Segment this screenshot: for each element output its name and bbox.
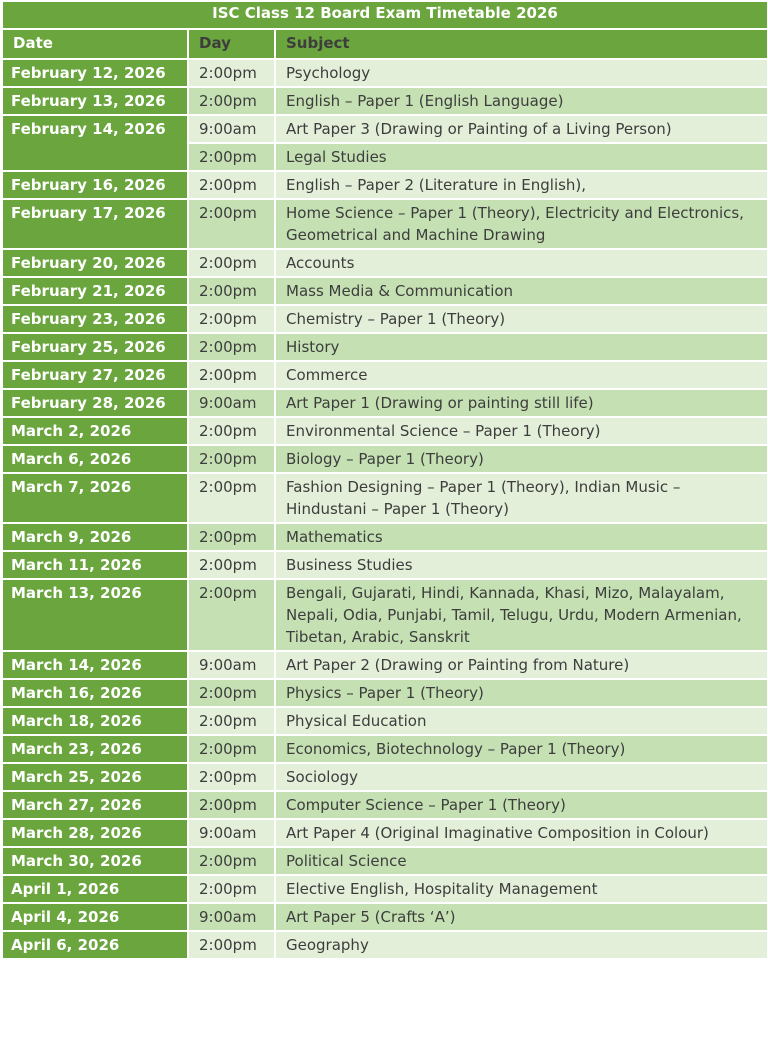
time-cell: 2:00pm: [188, 473, 275, 523]
date-cell: March 16, 2026: [2, 679, 188, 707]
time-cell: 2:00pm: [188, 171, 275, 199]
time-cell: 2:00pm: [188, 579, 275, 651]
time-cell: 2:00pm: [188, 249, 275, 277]
table-row: [2, 651, 768, 679]
date-cell: April 6, 2026: [2, 931, 188, 959]
time-cell: 2:00pm: [188, 931, 275, 959]
subject-cell: Mass Media & Communication: [275, 277, 768, 305]
table-row: [2, 249, 768, 277]
table-row: [2, 87, 768, 115]
subject-cell: Legal Studies: [275, 143, 768, 171]
date-cell: March 27, 2026: [2, 791, 188, 819]
subject-cell: Art Paper 1 (Drawing or painting still life): [275, 389, 768, 417]
time-cell: 2:00pm: [188, 143, 275, 171]
time-cell: 9:00am: [188, 903, 275, 931]
subject-cell: History: [275, 333, 768, 361]
table-row: [2, 735, 768, 763]
table-row: [2, 417, 768, 445]
table-row: [2, 551, 768, 579]
date-cell: February 16, 2026: [2, 171, 188, 199]
date-cell: February 28, 2026: [2, 389, 188, 417]
table-row: [2, 931, 768, 959]
subject-cell: Sociology: [275, 763, 768, 791]
column-header-date: Date: [2, 29, 188, 59]
date-cell: March 25, 2026: [2, 763, 188, 791]
date-cell: March 9, 2026: [2, 523, 188, 551]
table-row: [2, 277, 768, 305]
table-row: [2, 847, 768, 875]
date-cell: March 30, 2026: [2, 847, 188, 875]
subject-cell: Environmental Science – Paper 1 (Theory): [275, 417, 768, 445]
subject-cell: English – Paper 1 (English Language): [275, 87, 768, 115]
table-row: [2, 579, 768, 651]
time-cell: 2:00pm: [188, 551, 275, 579]
subject-cell: Psychology: [275, 59, 768, 87]
time-cell: 9:00am: [188, 115, 275, 143]
subject-cell: Commerce: [275, 361, 768, 389]
subject-cell: English – Paper 2 (Literature in English),: [275, 171, 768, 199]
time-cell: 2:00pm: [188, 417, 275, 445]
subject-cell: Elective English, Hospitality Management: [275, 875, 768, 903]
time-cell: 2:00pm: [188, 199, 275, 249]
date-cell: April 1, 2026: [2, 875, 188, 903]
subject-cell: Physics – Paper 1 (Theory): [275, 679, 768, 707]
date-cell: February 12, 2026: [2, 59, 188, 87]
date-cell: March 7, 2026: [2, 473, 188, 523]
date-cell: February 25, 2026: [2, 333, 188, 361]
subject-cell: Political Science: [275, 847, 768, 875]
subject-cell: Bengali, Gujarati, Hindi, Kannada, Khasi, Mizo, Malayalam, Nepali, Odia, Punjabi, Tamil, Telugu, Urdu, Modern Armenian, Tibetan, Arabic, Sanskrit: [275, 579, 768, 651]
column-header-day: Day: [188, 29, 275, 59]
time-cell: 2:00pm: [188, 735, 275, 763]
date-cell: March 18, 2026: [2, 707, 188, 735]
subject-cell: Home Science – Paper 1 (Theory), Electricity and Electronics, Geometrical and Machine Drawing: [275, 199, 768, 249]
time-cell: 2:00pm: [188, 875, 275, 903]
table-row: [2, 199, 768, 249]
table-row: [2, 763, 768, 791]
subject-cell: Art Paper 3 (Drawing or Painting of a Living Person): [275, 115, 768, 143]
subject-cell: Economics, Biotechnology – Paper 1 (Theory): [275, 735, 768, 763]
time-cell: 2:00pm: [188, 333, 275, 361]
title-row: [2, 1, 768, 29]
timetable: [1, 0, 768, 960]
time-cell: 2:00pm: [188, 87, 275, 115]
table-row: [2, 679, 768, 707]
date-cell: February 13, 2026: [2, 87, 188, 115]
table-row: [2, 389, 768, 417]
subject-cell: Art Paper 2 (Drawing or Painting from Nature): [275, 651, 768, 679]
column-header-subject: Subject: [275, 29, 768, 59]
table-row: [2, 59, 768, 87]
subject-cell: Fashion Designing – Paper 1 (Theory), Indian Music – Hindustani – Paper 1 (Theory): [275, 473, 768, 523]
subject-cell: Geography: [275, 931, 768, 959]
table-row: [2, 361, 768, 389]
subject-cell: Biology – Paper 1 (Theory): [275, 445, 768, 473]
subject-cell: Computer Science – Paper 1 (Theory): [275, 791, 768, 819]
table-row: [2, 875, 768, 903]
subject-cell: Business Studies: [275, 551, 768, 579]
table-row: [2, 445, 768, 473]
time-cell: 9:00am: [188, 389, 275, 417]
date-cell: March 6, 2026: [2, 445, 188, 473]
time-cell: 9:00am: [188, 819, 275, 847]
date-cell: March 2, 2026: [2, 417, 188, 445]
date-cell: March 14, 2026: [2, 651, 188, 679]
time-cell: 2:00pm: [188, 361, 275, 389]
time-cell: 2:00pm: [188, 59, 275, 87]
time-cell: 2:00pm: [188, 679, 275, 707]
subject-cell: Art Paper 4 (Original Imaginative Composition in Colour): [275, 819, 768, 847]
table-row: [2, 903, 768, 931]
header-row: [2, 29, 768, 59]
subject-cell: Mathematics: [275, 523, 768, 551]
date-cell: February 14, 2026: [2, 115, 188, 171]
table-row: [2, 305, 768, 333]
table-row: [2, 115, 768, 143]
date-cell: March 28, 2026: [2, 819, 188, 847]
time-cell: 2:00pm: [188, 305, 275, 333]
date-cell: February 20, 2026: [2, 249, 188, 277]
time-cell: 2:00pm: [188, 445, 275, 473]
table-row: [2, 171, 768, 199]
date-cell: April 4, 2026: [2, 903, 188, 931]
page-title: ISC Class 12 Board Exam Timetable 2026: [2, 1, 768, 29]
date-cell: March 23, 2026: [2, 735, 188, 763]
date-cell: March 11, 2026: [2, 551, 188, 579]
time-cell: 2:00pm: [188, 847, 275, 875]
date-cell: February 21, 2026: [2, 277, 188, 305]
time-cell: 2:00pm: [188, 277, 275, 305]
table-row: [2, 473, 768, 523]
date-cell: February 27, 2026: [2, 361, 188, 389]
time-cell: 9:00am: [188, 651, 275, 679]
time-cell: 2:00pm: [188, 707, 275, 735]
subject-cell: Art Paper 5 (Crafts ‘A’): [275, 903, 768, 931]
table-row: [2, 707, 768, 735]
table-row: [2, 791, 768, 819]
time-cell: 2:00pm: [188, 523, 275, 551]
date-cell: March 13, 2026: [2, 579, 188, 651]
date-cell: February 23, 2026: [2, 305, 188, 333]
table-row: [2, 819, 768, 847]
time-cell: 2:00pm: [188, 791, 275, 819]
date-cell: February 17, 2026: [2, 199, 188, 249]
subject-cell: Physical Education: [275, 707, 768, 735]
subject-cell: Chemistry – Paper 1 (Theory): [275, 305, 768, 333]
timetable-body: [2, 59, 768, 959]
time-cell: 2:00pm: [188, 763, 275, 791]
table-row: [2, 523, 768, 551]
subject-cell: Accounts: [275, 249, 768, 277]
table-row: [2, 333, 768, 361]
